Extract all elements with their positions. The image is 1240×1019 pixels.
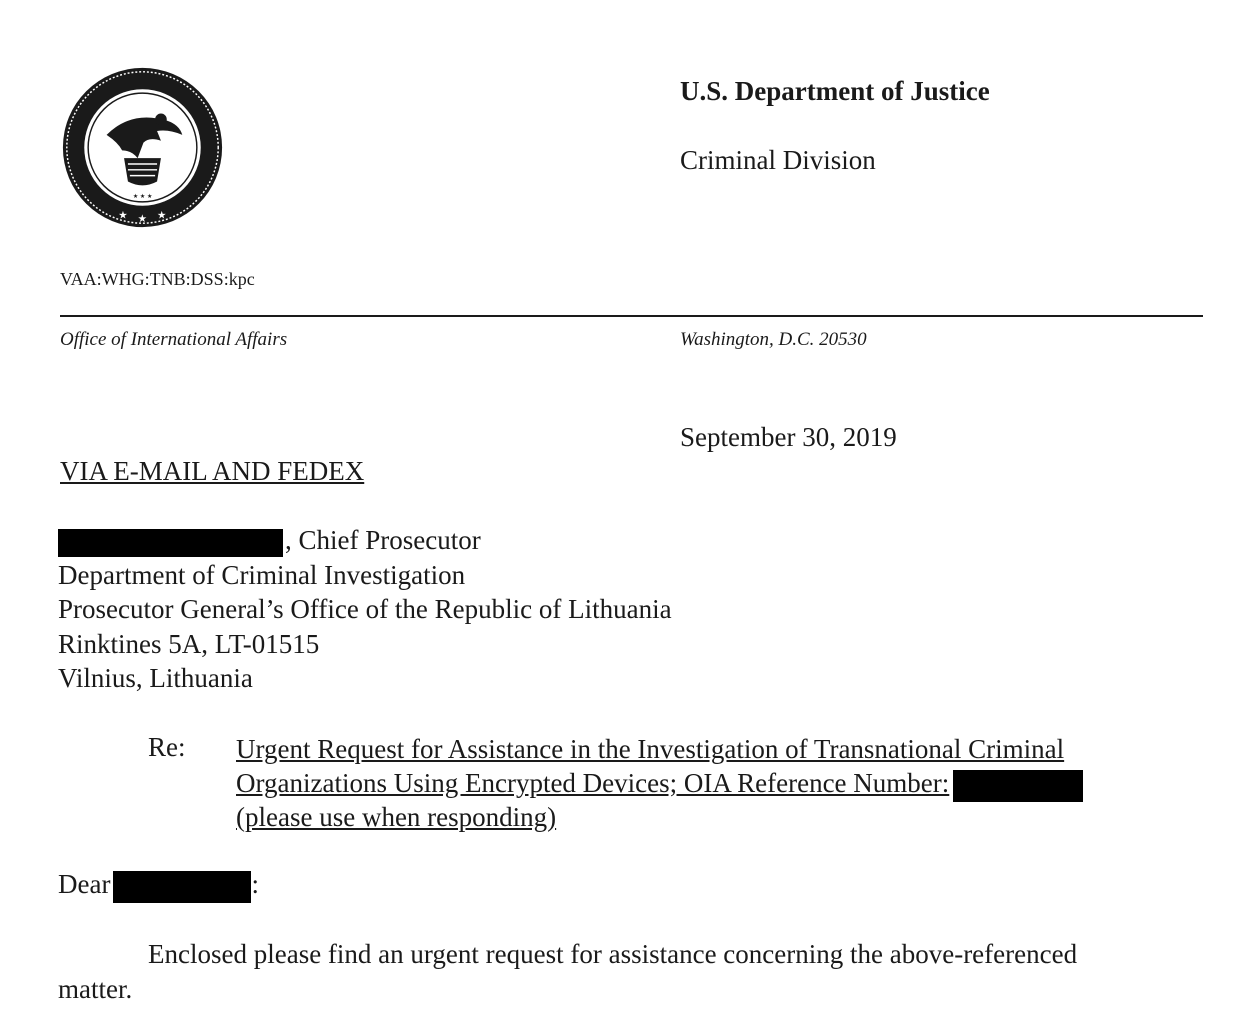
redaction-salutation-name	[113, 871, 251, 903]
body-line-2: matter.	[58, 974, 133, 1004]
address-line: Department of Criminal Investigation	[58, 559, 466, 590]
redaction-oia-reference	[953, 770, 1083, 802]
recipient-address	[58, 523, 672, 696]
delivery-method: VIA E-MAIL AND FEDEX	[60, 456, 365, 486]
address-line: Rinktines 5A, LT-01515	[58, 628, 320, 659]
subject-label: Re:	[148, 732, 186, 762]
letterhead-department: U.S. Department of Justice	[680, 76, 990, 106]
redaction-recipient-name	[58, 529, 283, 557]
body-line-1: Enclosed please find an urgent request for assistance concerning the above-referenced	[148, 939, 1078, 969]
header-divider	[60, 315, 1203, 317]
svg-text:★: ★	[118, 208, 128, 222]
subject-line-3: (please use when responding)	[236, 802, 557, 832]
reference-code: VAA:WHG:TNB:DSS:kpc	[60, 269, 255, 289]
office-name: Office of International Affairs	[60, 329, 288, 350]
recipient-title: , Chief Prosecutor	[285, 525, 481, 555]
letterhead-division: Criminal Division	[680, 145, 876, 175]
letter-date: September 30, 2019	[680, 422, 897, 452]
subject-line-1: Urgent Request for Assistance in the Investigation of Transnational Criminal	[236, 734, 1065, 764]
address-line: Vilnius, Lithuania	[58, 663, 253, 693]
svg-text:★: ★	[137, 212, 148, 226]
subject-text	[236, 732, 1083, 834]
salutation	[58, 869, 259, 903]
subject-line-2	[236, 766, 1083, 800]
svg-text:★: ★	[157, 208, 167, 222]
salutation-prefix: Dear	[58, 869, 111, 899]
salutation-suffix: :	[251, 869, 259, 899]
subject-line-2-text: Organizations Using Encrypted Devices; OIA Reference Number:	[236, 768, 950, 798]
svg-text:★ ★ ★: ★ ★ ★	[132, 193, 153, 200]
office-city: Washington, D.C. 20530	[680, 329, 867, 350]
department-of-justice-seal	[60, 65, 225, 230]
address-line: Prosecutor General’s Office of the Republic of Lithuania	[58, 594, 672, 624]
body-paragraph	[58, 937, 1188, 1007]
recipient-name-line	[58, 523, 672, 558]
